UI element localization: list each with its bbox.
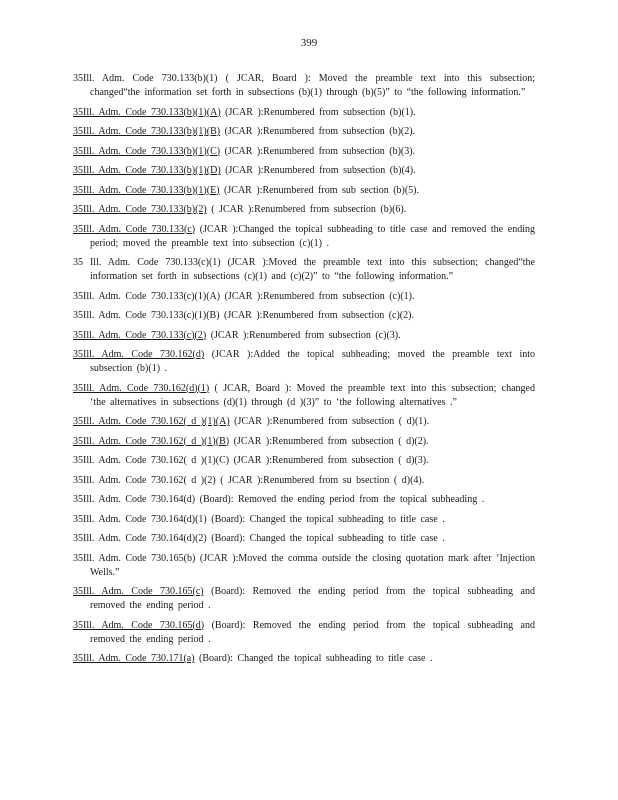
citation: 35Ill. Adm. Code 730.164(d)(1) (73, 513, 207, 525)
citation: 35Ill. Adm. Code 730.165(c) (73, 586, 204, 597)
change-description: (JCAR ):Renumbered from subsection ( d)(1). (229, 416, 430, 427)
citation: 35Ill. Adm. Code 730.133(b)(1)(B) (73, 126, 221, 137)
citation: 35Ill. Adm. Code 730.133(b)(1)(A) (73, 106, 221, 118)
entry-list (73, 72, 535, 672)
amendment-entry (73, 72, 535, 100)
citation: 35Ill. Adm. Code 730.133(b)(1)(C) (73, 145, 221, 157)
change-description: (JCAR ):Renumbered from sub section (b)(5). (219, 184, 420, 196)
change-description: (JCAR ):Renumbered from subsection (c)(1). (220, 290, 415, 302)
citation: 35Ill. Adm. Code 730.133(b)(1)(D) (73, 165, 221, 176)
citation: 35Ill. Adm. Code 730.133(c)(1)(B) (73, 310, 220, 321)
change-description: (Board): Removed the ending period from the topical subheading and removed the ending period . (90, 586, 535, 611)
amendment-entry (73, 125, 535, 139)
change-description: ( JCAR, Board ): Moved the preamble text into this subsection; changed“the information set forth in subsections (b)(1) through (b)(5)” to “the following information.” (90, 73, 535, 98)
amendment-entry (73, 585, 535, 613)
citation: 35Ill. Adm. Code 730.133(c)(2) (73, 329, 207, 341)
citation: 35Ill. Adm. Code 730.171(a) (73, 653, 195, 664)
change-description: (JCAR ):Renumbered from subsection (b)(1). (220, 106, 416, 118)
change-description: (JCAR ):Renumbered from subsection ( d)(2). (229, 435, 429, 447)
change-description: ( JCAR ):Renumbered from su bsection ( d)(4). (215, 474, 425, 486)
amendment-entry (73, 184, 535, 198)
change-description: (Board): Removed the ending period from the topical subheading . (195, 494, 485, 505)
citation: 35Ill. Adm. Code 730.133(b)(1) (73, 73, 218, 84)
change-description: ( JCAR ):Renumbered from subsection (b)(6). (206, 204, 407, 215)
amendment-entry (73, 435, 535, 449)
citation: 35Ill. Adm. Code 730.133(c)(1)(A) (73, 290, 221, 302)
citation: 35Ill. Adm. Code 730.162(d)(1) (73, 382, 210, 394)
amendment-entry (73, 309, 535, 323)
citation: 35 Ill. Adm. Code 730.133(c)(1) (73, 257, 221, 268)
change-description: (JCAR ):Moved the preamble text into this subsection; changed“the information set forth in subsections (c)(1) and (c)(2)” to “the following information.” (90, 257, 535, 282)
amendment-entry (73, 493, 535, 507)
citation: 35Ill. Adm. Code 730.164(d)(2) (73, 533, 207, 544)
citation: 35Ill. Adm. Code 730.165(d) (73, 619, 205, 631)
citation: 35Ill. Adm. Code 730.162( d )(1)(C) (73, 455, 230, 466)
citation: 35Ill. Adm. Code 730.162( d )(1)(B) (73, 435, 230, 447)
amendment-entry (73, 415, 535, 429)
amendment-entry (73, 145, 535, 159)
citation: 35Ill. Adm. Code 730.162(d) (73, 349, 205, 360)
change-description: (JCAR ):Renumbered from subsection ( d)(3). (229, 455, 429, 466)
citation: 35Ill. Adm. Code 730.133(c) (73, 223, 196, 235)
citation: 35Ill. Adm. Code 730.133(b)(2) (73, 204, 207, 215)
citation: 35Ill. Adm. Code 730.133(b)(1)(E) (73, 184, 220, 196)
change-description: (Board): Removed the ending period from the topical subheading and removed the ending period . (90, 619, 535, 645)
amendment-entry (73, 619, 535, 647)
change-description: (JCAR ):Added the topical subheading; moved the preamble text into subsection (b)(1) . (90, 349, 535, 374)
amendment-entry (73, 223, 535, 251)
amendment-entry (73, 290, 535, 304)
change-description: ( JCAR, Board ): Moved the preamble text into this subsection; changed ‘the alternatives in subsections (d)(1) through (d )(3)” to ‘the following alternatives .” (90, 382, 535, 408)
citation: 35Ill. Adm. Code 730.162( d )(1)(A) (73, 416, 230, 427)
page-number: 399 (300, 37, 318, 49)
amendment-entry (73, 552, 535, 580)
amendment-entry (73, 474, 535, 488)
amendment-entry (73, 513, 535, 527)
change-description: (JCAR ):Renumbered from subsection (b)(3). (220, 145, 416, 157)
change-description: (Board): Changed the topical subheading to title case . (206, 533, 445, 544)
amendment-entry (73, 164, 535, 178)
amendment-entry (73, 348, 535, 376)
amendment-entry (73, 256, 535, 284)
amendment-entry (73, 532, 535, 546)
citation: 35Ill. Adm. Code 730.164(d) (73, 494, 196, 505)
citation: 35Ill. Adm. Code 730.165(b) (73, 552, 196, 564)
amendment-entry (73, 652, 535, 666)
change-description: (JCAR ):Renumbered from subsection (c)(2). (219, 310, 414, 321)
amendment-entry (73, 454, 535, 468)
change-description: (JCAR ):Renumbered from subsection (b)(2). (220, 126, 416, 137)
amendment-entry (73, 329, 535, 343)
citation: 35Ill. Adm. Code 730.162( d )(2) (73, 474, 216, 486)
change-description: (JCAR ):Changed the topical subheading to title case and removed the ending period; moved the preamble text into subsection (c)(1) . (90, 223, 535, 249)
change-description: (JCAR ):Renumbered from subsection (b)(4). (220, 165, 416, 176)
amendment-entry (73, 382, 535, 410)
amendment-entry (73, 203, 535, 217)
change-description: (Board): Changed the topical subheading to title case . (194, 653, 433, 664)
amendment-entry (73, 106, 535, 120)
change-description: (Board): Changed the topical subheading to title case . (206, 513, 445, 525)
change-description: (JCAR ):Moved the comma outside the closing quotation mark after ‘Injection Wells.” (90, 552, 535, 578)
change-description: (JCAR ):Renumbered from subsection (c)(3). (206, 329, 401, 341)
